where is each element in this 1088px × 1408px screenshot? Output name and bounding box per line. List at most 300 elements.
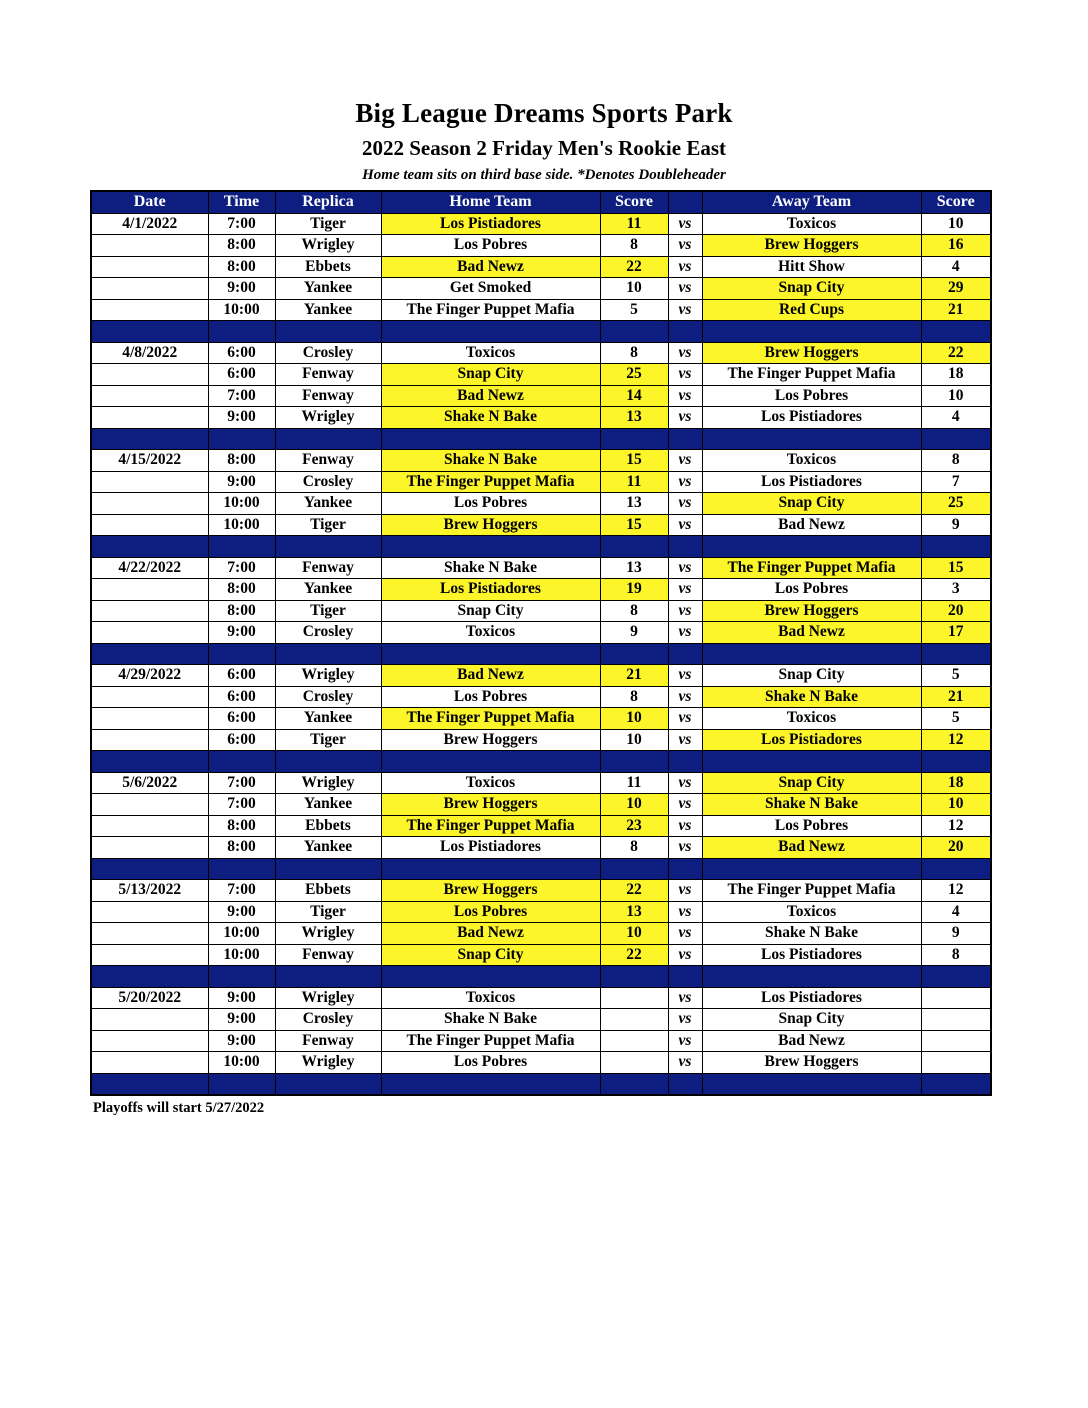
game-date <box>91 729 208 751</box>
game-row <box>91 772 991 794</box>
home-team: The Finger Puppet Mafia <box>381 471 600 493</box>
vs-label: vs <box>668 278 702 300</box>
separator-cell <box>275 428 381 450</box>
separator-cell <box>702 536 921 558</box>
away-score: 12 <box>921 729 991 751</box>
game-date <box>91 794 208 816</box>
game-time: 9:00 <box>208 622 275 644</box>
home-team: Brew Hoggers <box>381 514 600 536</box>
separator-cell <box>668 858 702 880</box>
separator-cell <box>208 751 275 773</box>
away-score: 5 <box>921 708 991 730</box>
game-date <box>91 923 208 945</box>
separator-cell <box>600 643 668 665</box>
away-team: Brew Hoggers <box>702 235 921 257</box>
separator-cell <box>600 858 668 880</box>
game-row <box>91 837 991 859</box>
vs-label: vs <box>668 471 702 493</box>
home-team: The Finger Puppet Mafia <box>381 299 600 321</box>
home-score: 9 <box>600 622 668 644</box>
separator-cell <box>921 966 991 988</box>
game-field: Ebbets <box>275 256 381 278</box>
home-score: 25 <box>600 364 668 386</box>
schedule-body <box>91 213 991 1095</box>
away-team: Hitt Show <box>702 256 921 278</box>
game-date: 5/13/2022 <box>91 880 208 902</box>
home-team: Los Pobres <box>381 1052 600 1074</box>
away-team: Los Pistiadores <box>702 944 921 966</box>
game-row <box>91 278 991 300</box>
away-team: Shake N Bake <box>702 686 921 708</box>
game-time: 7:00 <box>208 213 275 235</box>
away-team: Shake N Bake <box>702 923 921 945</box>
separator-cell <box>921 1073 991 1095</box>
game-date: 4/29/2022 <box>91 665 208 687</box>
away-score: 7 <box>921 471 991 493</box>
game-time: 9:00 <box>208 471 275 493</box>
home-team: Shake N Bake <box>381 407 600 429</box>
home-team: Toxicos <box>381 342 600 364</box>
home-score: 22 <box>600 880 668 902</box>
home-score: 10 <box>600 923 668 945</box>
col-header-vs <box>668 191 702 213</box>
away-team: Los Pistiadores <box>702 729 921 751</box>
game-row <box>91 299 991 321</box>
game-field: Tiger <box>275 514 381 536</box>
separator-cell <box>381 858 600 880</box>
home-team: Toxicos <box>381 622 600 644</box>
game-time: 8:00 <box>208 837 275 859</box>
vs-label: vs <box>668 729 702 751</box>
home-team: Los Pobres <box>381 686 600 708</box>
away-team: Bad Newz <box>702 514 921 536</box>
game-date <box>91 493 208 515</box>
separator-cell <box>91 1073 208 1095</box>
away-team: Toxicos <box>702 708 921 730</box>
away-team: Los Pobres <box>702 385 921 407</box>
home-score: 8 <box>600 342 668 364</box>
game-row <box>91 364 991 386</box>
game-field: Tiger <box>275 729 381 751</box>
separator-cell <box>381 1073 600 1095</box>
home-score: 13 <box>600 901 668 923</box>
home-team: Toxicos <box>381 987 600 1009</box>
separator-cell <box>668 751 702 773</box>
game-field: Tiger <box>275 901 381 923</box>
game-date <box>91 299 208 321</box>
game-row <box>91 342 991 364</box>
game-row <box>91 923 991 945</box>
away-team: Snap City <box>702 1009 921 1031</box>
vs-label: vs <box>668 923 702 945</box>
game-field: Crosley <box>275 471 381 493</box>
game-field: Wrigley <box>275 923 381 945</box>
separator-cell <box>921 428 991 450</box>
home-score: 5 <box>600 299 668 321</box>
away-score: 3 <box>921 579 991 601</box>
vs-label: vs <box>668 1009 702 1031</box>
game-date <box>91 364 208 386</box>
separator-cell <box>208 428 275 450</box>
separator-cell <box>702 751 921 773</box>
home-score: 22 <box>600 256 668 278</box>
home-score: 8 <box>600 837 668 859</box>
game-row <box>91 557 991 579</box>
vs-label: vs <box>668 837 702 859</box>
game-date: 5/6/2022 <box>91 772 208 794</box>
away-team: Brew Hoggers <box>702 600 921 622</box>
away-score <box>921 1052 991 1074</box>
game-date <box>91 256 208 278</box>
home-team: Bad Newz <box>381 256 600 278</box>
separator-cell <box>208 536 275 558</box>
home-team: Brew Hoggers <box>381 794 600 816</box>
home-score: 8 <box>600 235 668 257</box>
separator-cell <box>668 536 702 558</box>
game-field: Yankee <box>275 794 381 816</box>
away-score: 9 <box>921 514 991 536</box>
game-date <box>91 385 208 407</box>
separator-cell <box>921 858 991 880</box>
game-row <box>91 880 991 902</box>
page-title: Big League Dreams Sports Park <box>355 98 733 128</box>
game-time: 7:00 <box>208 880 275 902</box>
schedule-note: Home team sits on third base side. *Denotes Doubleheader <box>362 167 726 183</box>
game-row <box>91 1030 991 1052</box>
away-team: Snap City <box>702 772 921 794</box>
home-team: Snap City <box>381 944 600 966</box>
separator-cell <box>921 321 991 343</box>
vs-label: vs <box>668 901 702 923</box>
home-team: Los Pistiadores <box>381 579 600 601</box>
away-score: 8 <box>921 450 991 472</box>
game-row <box>91 794 991 816</box>
vs-label: vs <box>668 794 702 816</box>
home-score: 13 <box>600 493 668 515</box>
game-time: 9:00 <box>208 278 275 300</box>
game-date <box>91 514 208 536</box>
away-score: 10 <box>921 385 991 407</box>
playoffs-note: Playoffs will start 5/27/2022 <box>93 1100 265 1116</box>
game-time: 10:00 <box>208 1052 275 1074</box>
away-team: Los Pistiadores <box>702 471 921 493</box>
game-time: 7:00 <box>208 385 275 407</box>
game-date: 5/20/2022 <box>91 987 208 1009</box>
away-team: Bad Newz <box>702 837 921 859</box>
separator-cell <box>91 428 208 450</box>
col-header-home-score: Score <box>600 191 668 213</box>
separator-cell <box>91 321 208 343</box>
game-field: Yankee <box>275 299 381 321</box>
away-team: Los Pistiadores <box>702 407 921 429</box>
page-subtitle: 2022 Season 2 Friday Men's Rookie East <box>361 136 726 160</box>
away-score: 20 <box>921 837 991 859</box>
separator-cell <box>668 1073 702 1095</box>
game-row <box>91 901 991 923</box>
game-time: 9:00 <box>208 1009 275 1031</box>
game-time: 9:00 <box>208 1030 275 1052</box>
game-date <box>91 622 208 644</box>
game-field: Crosley <box>275 1009 381 1031</box>
home-score: 10 <box>600 794 668 816</box>
game-field: Yankee <box>275 579 381 601</box>
game-row <box>91 213 991 235</box>
separator-cell <box>381 643 600 665</box>
game-date <box>91 708 208 730</box>
home-score: 15 <box>600 514 668 536</box>
away-score: 4 <box>921 901 991 923</box>
week-separator <box>91 751 991 773</box>
separator-cell <box>91 858 208 880</box>
game-row <box>91 944 991 966</box>
game-row <box>91 450 991 472</box>
game-time: 7:00 <box>208 772 275 794</box>
home-score: 14 <box>600 385 668 407</box>
home-score: 23 <box>600 815 668 837</box>
home-team: The Finger Puppet Mafia <box>381 815 600 837</box>
home-team: Toxicos <box>381 772 600 794</box>
game-field: Tiger <box>275 600 381 622</box>
away-team: Shake N Bake <box>702 794 921 816</box>
separator-cell <box>381 751 600 773</box>
game-row <box>91 729 991 751</box>
game-time: 8:00 <box>208 235 275 257</box>
game-time: 7:00 <box>208 794 275 816</box>
game-date <box>91 235 208 257</box>
separator-cell <box>668 643 702 665</box>
game-field: Ebbets <box>275 880 381 902</box>
game-date <box>91 944 208 966</box>
col-header-time: Time <box>208 191 275 213</box>
vs-label: vs <box>668 600 702 622</box>
game-field: Fenway <box>275 385 381 407</box>
vs-label: vs <box>668 815 702 837</box>
away-team: Los Pobres <box>702 815 921 837</box>
game-date <box>91 278 208 300</box>
game-row <box>91 256 991 278</box>
game-field: Tiger <box>275 213 381 235</box>
home-team: Shake N Bake <box>381 1009 600 1031</box>
game-time: 6:00 <box>208 665 275 687</box>
home-score: 8 <box>600 686 668 708</box>
separator-cell <box>208 643 275 665</box>
game-field: Wrigley <box>275 407 381 429</box>
game-row <box>91 686 991 708</box>
separator-cell <box>208 1073 275 1095</box>
vs-label: vs <box>668 1030 702 1052</box>
separator-cell <box>381 428 600 450</box>
game-field: Crosley <box>275 342 381 364</box>
separator-cell <box>381 536 600 558</box>
game-row <box>91 1009 991 1031</box>
separator-cell <box>208 966 275 988</box>
home-score: 19 <box>600 579 668 601</box>
separator-cell <box>668 966 702 988</box>
game-time: 10:00 <box>208 299 275 321</box>
week-separator <box>91 966 991 988</box>
home-score: 11 <box>600 213 668 235</box>
game-date: 4/1/2022 <box>91 213 208 235</box>
away-score: 22 <box>921 342 991 364</box>
game-row <box>91 600 991 622</box>
separator-cell <box>600 751 668 773</box>
vs-label: vs <box>668 944 702 966</box>
home-score: 13 <box>600 407 668 429</box>
game-row <box>91 407 991 429</box>
schedule-table <box>90 190 992 1096</box>
home-score: 11 <box>600 471 668 493</box>
game-time: 6:00 <box>208 729 275 751</box>
away-score: 10 <box>921 213 991 235</box>
game-time: 10:00 <box>208 944 275 966</box>
game-date: 4/15/2022 <box>91 450 208 472</box>
separator-cell <box>702 321 921 343</box>
home-team: Los Pobres <box>381 235 600 257</box>
week-separator <box>91 1073 991 1095</box>
week-separator <box>91 428 991 450</box>
game-date <box>91 407 208 429</box>
home-score <box>600 1030 668 1052</box>
separator-cell <box>91 536 208 558</box>
away-score: 16 <box>921 235 991 257</box>
home-team: The Finger Puppet Mafia <box>381 1030 600 1052</box>
away-score: 4 <box>921 256 991 278</box>
game-time: 8:00 <box>208 600 275 622</box>
separator-cell <box>702 643 921 665</box>
separator-cell <box>275 1073 381 1095</box>
home-team: Bad Newz <box>381 923 600 945</box>
game-row <box>91 987 991 1009</box>
vs-label: vs <box>668 299 702 321</box>
game-time: 10:00 <box>208 923 275 945</box>
home-team: Los Pistiadores <box>381 213 600 235</box>
game-row <box>91 493 991 515</box>
vs-label: vs <box>668 385 702 407</box>
separator-cell <box>600 966 668 988</box>
away-score: 18 <box>921 772 991 794</box>
week-separator <box>91 536 991 558</box>
home-score: 15 <box>600 450 668 472</box>
game-date <box>91 579 208 601</box>
home-team: The Finger Puppet Mafia <box>381 708 600 730</box>
separator-cell <box>381 966 600 988</box>
game-field: Fenway <box>275 1030 381 1052</box>
home-score: 22 <box>600 944 668 966</box>
col-header-home-team: Home Team <box>381 191 600 213</box>
separator-cell <box>275 643 381 665</box>
home-team: Bad Newz <box>381 385 600 407</box>
away-score: 4 <box>921 407 991 429</box>
away-score: 12 <box>921 815 991 837</box>
home-score: 10 <box>600 278 668 300</box>
game-time: 8:00 <box>208 579 275 601</box>
game-field: Fenway <box>275 557 381 579</box>
game-time: 6:00 <box>208 342 275 364</box>
away-team: Los Pobres <box>702 579 921 601</box>
game-row <box>91 514 991 536</box>
col-header-replica: Replica <box>275 191 381 213</box>
separator-cell <box>600 321 668 343</box>
game-field: Wrigley <box>275 772 381 794</box>
separator-cell <box>275 321 381 343</box>
game-time: 8:00 <box>208 815 275 837</box>
game-field: Yankee <box>275 278 381 300</box>
away-team: Toxicos <box>702 213 921 235</box>
home-team: Brew Hoggers <box>381 729 600 751</box>
game-row <box>91 471 991 493</box>
vs-label: vs <box>668 880 702 902</box>
game-field: Wrigley <box>275 665 381 687</box>
away-score: 10 <box>921 794 991 816</box>
game-row <box>91 815 991 837</box>
game-field: Crosley <box>275 622 381 644</box>
home-score <box>600 1052 668 1074</box>
game-date <box>91 1052 208 1074</box>
vs-label: vs <box>668 213 702 235</box>
separator-cell <box>921 536 991 558</box>
separator-cell <box>275 536 381 558</box>
game-date <box>91 471 208 493</box>
game-time: 7:00 <box>208 557 275 579</box>
vs-label: vs <box>668 686 702 708</box>
home-team: Snap City <box>381 600 600 622</box>
home-score: 10 <box>600 708 668 730</box>
vs-label: vs <box>668 772 702 794</box>
game-row <box>91 579 991 601</box>
away-team: The Finger Puppet Mafia <box>702 557 921 579</box>
away-team: Bad Newz <box>702 1030 921 1052</box>
game-time: 6:00 <box>208 686 275 708</box>
away-score: 5 <box>921 665 991 687</box>
game-field: Fenway <box>275 364 381 386</box>
away-score: 17 <box>921 622 991 644</box>
separator-cell <box>702 966 921 988</box>
separator-cell <box>702 428 921 450</box>
game-row <box>91 665 991 687</box>
game-field: Yankee <box>275 708 381 730</box>
vs-label: vs <box>668 622 702 644</box>
away-score: 12 <box>921 880 991 902</box>
week-separator <box>91 321 991 343</box>
week-separator <box>91 643 991 665</box>
game-date <box>91 815 208 837</box>
separator-cell <box>702 858 921 880</box>
vs-label: vs <box>668 514 702 536</box>
home-team: Los Pistiadores <box>381 837 600 859</box>
home-score: 10 <box>600 729 668 751</box>
home-score <box>600 987 668 1009</box>
game-time: 8:00 <box>208 256 275 278</box>
game-field: Wrigley <box>275 235 381 257</box>
vs-label: vs <box>668 987 702 1009</box>
away-score: 25 <box>921 493 991 515</box>
game-field: Wrigley <box>275 1052 381 1074</box>
away-score: 9 <box>921 923 991 945</box>
away-score: 21 <box>921 299 991 321</box>
away-score <box>921 1009 991 1031</box>
vs-label: vs <box>668 235 702 257</box>
game-date <box>91 600 208 622</box>
away-score <box>921 1030 991 1052</box>
game-date: 4/8/2022 <box>91 342 208 364</box>
home-score: 8 <box>600 600 668 622</box>
separator-cell <box>921 643 991 665</box>
vs-label: vs <box>668 450 702 472</box>
separator-cell <box>921 751 991 773</box>
away-team: Brew Hoggers <box>702 1052 921 1074</box>
home-score: 21 <box>600 665 668 687</box>
game-time: 10:00 <box>208 493 275 515</box>
